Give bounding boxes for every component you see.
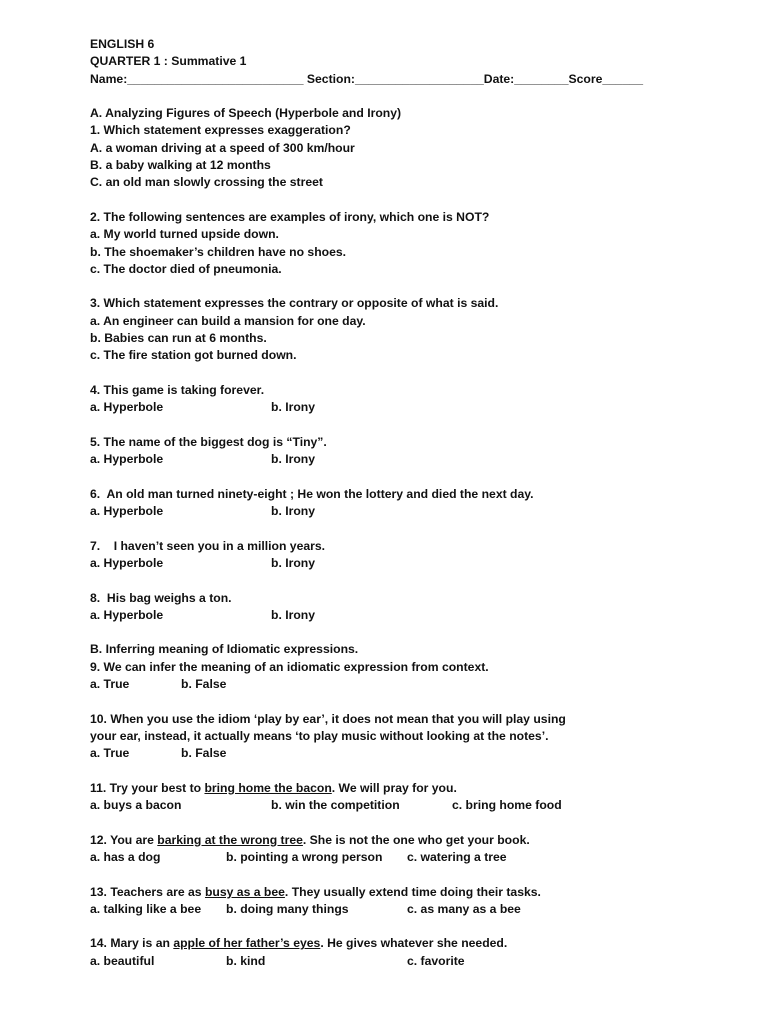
worksheet: [90, 36, 730, 970]
subject-title: ENGLISH 6: [90, 37, 155, 51]
name-blank: __________________________: [127, 71, 304, 86]
question-1: 1. Which statement expresses exaggeration?: [90, 123, 351, 138]
q14-idiom: apple of her father’s eyes: [173, 936, 321, 951]
q3-option-b: b. Babies can run at 6 months.: [90, 331, 267, 346]
q1-option-b: B. a baby walking at 12 months: [90, 158, 271, 173]
q4-options: [90, 399, 730, 416]
q12-option-c: c. watering a tree: [407, 849, 507, 864]
question-2: 2. The following sentences are examples of irony, which one is NOT?: [90, 209, 490, 224]
section-blank: ___________________: [354, 71, 484, 86]
q6-option-a: a. Hyperbole: [90, 504, 164, 519]
q7-option-b: b. Irony: [271, 555, 316, 570]
q6-options: [90, 503, 730, 520]
q11-option-a: a. buys a bacon: [90, 798, 182, 813]
question-12: [90, 832, 730, 849]
date-label: Date:: [483, 71, 515, 86]
q11-idiom: bring home the bacon: [204, 780, 332, 795]
q1-option-c: C. an old man slowly crossing the street: [90, 175, 323, 190]
student-info-line: [90, 71, 730, 88]
q1-option-a: A. a woman driving at a speed of 300 km/hour: [90, 140, 355, 155]
q14-option-c: c. favorite: [407, 953, 465, 968]
score-label: Score: [568, 71, 603, 86]
q12-option-a: a. has a dog: [90, 849, 161, 864]
q13-option-c: c. as many as a bee: [407, 901, 521, 916]
q14-text-post: . He gives whatever she needed.: [320, 936, 508, 951]
q9-options: [90, 676, 730, 693]
q9-option-a: a. True: [90, 676, 130, 691]
q6-option-b: b. Irony: [271, 504, 316, 519]
question-10-line-1: 10. When you use the idiom ‘play by ear’, it does not mean that you will play using: [90, 711, 566, 726]
q2-option-a: a. My world turned upside down.: [90, 227, 279, 242]
q13-text-pre: 13. Teachers are as: [90, 884, 205, 899]
question-13: [90, 884, 730, 901]
q10-option-b: b. False: [181, 746, 227, 761]
q3-option-a: a. An engineer can build a mansion for one day.: [90, 313, 366, 328]
q13-options: [90, 901, 730, 918]
question-6: 6. An old man turned ninety-eight ; He won the lottery and died the next day.: [90, 486, 534, 501]
q8-option-a: a. Hyperbole: [90, 607, 164, 622]
q13-option-b: b. doing many things: [226, 901, 349, 916]
quarter-title: QUARTER 1 : Summative 1: [90, 54, 247, 69]
section-a-title: A. Analyzing Figures of Speech (Hyperbole and Irony): [90, 106, 402, 121]
question-4: 4. This game is taking forever.: [90, 382, 265, 397]
q9-option-b: b. False: [181, 676, 227, 691]
q11-text-pre: 11. Try your best to: [90, 780, 205, 795]
q10-options: [90, 745, 730, 762]
q14-options: [90, 953, 730, 970]
q7-option-a: a. Hyperbole: [90, 555, 164, 570]
q13-option-a: a. talking like a bee: [90, 901, 202, 916]
name-label: Name:: [90, 71, 128, 86]
q12-option-b: b. pointing a wrong person: [226, 849, 383, 864]
q2-option-b: b. The shoemaker’s children have no shoes.: [90, 244, 347, 259]
question-8: 8. His bag weighs a ton.: [90, 590, 232, 605]
question-5: 5. The name of the biggest dog is “Tiny”.: [90, 434, 327, 449]
q12-options: [90, 849, 730, 866]
score-blank: ______: [602, 71, 644, 86]
question-10-line-2: your ear, instead, it actually means ‘to play music without looking at the notes’.: [90, 728, 549, 743]
q11-options: [90, 797, 730, 814]
question-3: 3. Which statement expresses the contrary or opposite of what is said.: [90, 296, 499, 311]
question-7: 7. I haven’t seen you in a million years.: [90, 538, 326, 553]
question-11: [90, 780, 730, 797]
q4-option-a: a. Hyperbole: [90, 400, 164, 415]
question-14: [90, 935, 730, 952]
q12-text-post: . She is not the one who get your book.: [302, 832, 530, 847]
q11-text-post: . We will pray for you.: [331, 780, 457, 795]
q11-option-c: c. bring home food: [452, 798, 562, 813]
q7-options: [90, 555, 730, 572]
question-9: 9. We can infer the meaning of an idiomatic expression from context.: [90, 659, 489, 674]
q13-text-post: . They usually extend time doing their tasks.: [284, 884, 541, 899]
q2-option-c: c. The doctor died of pneumonia.: [90, 261, 282, 276]
q13-idiom: busy as a bee: [204, 884, 285, 899]
q5-option-b: b. Irony: [271, 452, 316, 467]
q5-options: [90, 451, 730, 468]
q10-option-a: a. True: [90, 746, 130, 761]
q11-option-b: b. win the competition: [271, 798, 400, 813]
q14-text-pre: 14. Mary is an: [90, 936, 174, 951]
q4-option-b: b. Irony: [271, 400, 316, 415]
date-blank: ________: [514, 71, 569, 86]
q8-option-b: b. Irony: [271, 607, 316, 622]
q12-text-pre: 12. You are: [90, 832, 158, 847]
q5-option-a: a. Hyperbole: [90, 452, 164, 467]
section-b-title: B. Inferring meaning of Idiomatic expressions.: [90, 642, 359, 657]
q8-options: [90, 607, 730, 624]
q3-option-c: c. The fire station got burned down.: [90, 348, 297, 363]
q12-idiom: barking at the wrong tree: [157, 832, 303, 847]
section-label: Section:: [306, 71, 355, 86]
q14-option-a: a. beautiful: [90, 953, 155, 968]
q14-option-b: b. kind: [226, 953, 266, 968]
